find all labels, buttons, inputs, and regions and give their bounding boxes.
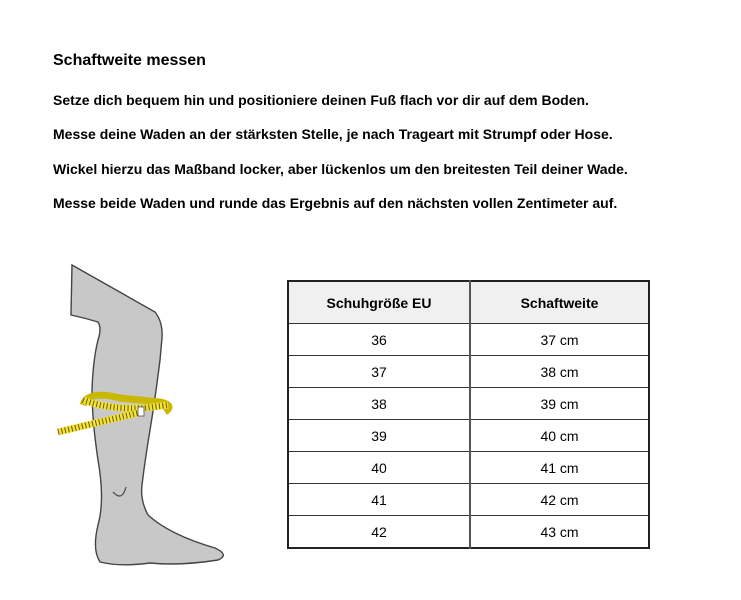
table-row — [288, 388, 649, 420]
shoe-size-cell: 41 — [288, 484, 470, 516]
shaft-width-cell: 39 cm — [470, 388, 649, 420]
shoe-size-cell: 40 — [288, 452, 470, 484]
shoe-size-cell: 42 — [288, 516, 470, 549]
table-row — [288, 356, 649, 388]
leg-measuring-tape-icon — [50, 260, 250, 590]
header-shaft-width: Schaftweite — [470, 281, 649, 324]
shaft-width-cell: 42 cm — [470, 484, 649, 516]
table-row — [288, 452, 649, 484]
shoe-size-cell: 37 — [288, 356, 470, 388]
shaft-width-cell: 38 cm — [470, 356, 649, 388]
instruction-4: Messe beide Waden und runde das Ergebnis auf den nächsten vollen Zentimeter auf. — [53, 195, 618, 211]
leg-illustration — [50, 260, 250, 590]
size-table — [287, 280, 650, 549]
shaft-width-cell: 37 cm — [470, 324, 649, 356]
shoe-size-cell: 39 — [288, 420, 470, 452]
shaft-width-cell: 40 cm — [470, 420, 649, 452]
shoe-size-cell: 36 — [288, 324, 470, 356]
instruction-1: Setze dich bequem hin und positioniere deinen Fuß flach vor dir auf dem Boden. — [53, 92, 589, 108]
table-header-row — [288, 281, 649, 324]
header-shoe-size: Schuhgröße EU — [288, 281, 470, 324]
table-row — [288, 324, 649, 356]
page-title: Schaftweite messen — [53, 52, 206, 69]
shaft-width-cell: 43 cm — [470, 516, 649, 549]
shoe-size-cell: 38 — [288, 388, 470, 420]
instruction-2: Messe deine Waden an der stärksten Stelle, je nach Trageart mit Strumpf oder Hose. — [53, 126, 613, 142]
shaft-width-cell: 41 cm — [470, 452, 649, 484]
table-row — [288, 484, 649, 516]
table-row — [288, 516, 649, 549]
instruction-3: Wickel hierzu das Maßband locker, aber lückenlos um den breitesten Teil deiner Wade. — [53, 161, 628, 177]
table-row — [288, 420, 649, 452]
